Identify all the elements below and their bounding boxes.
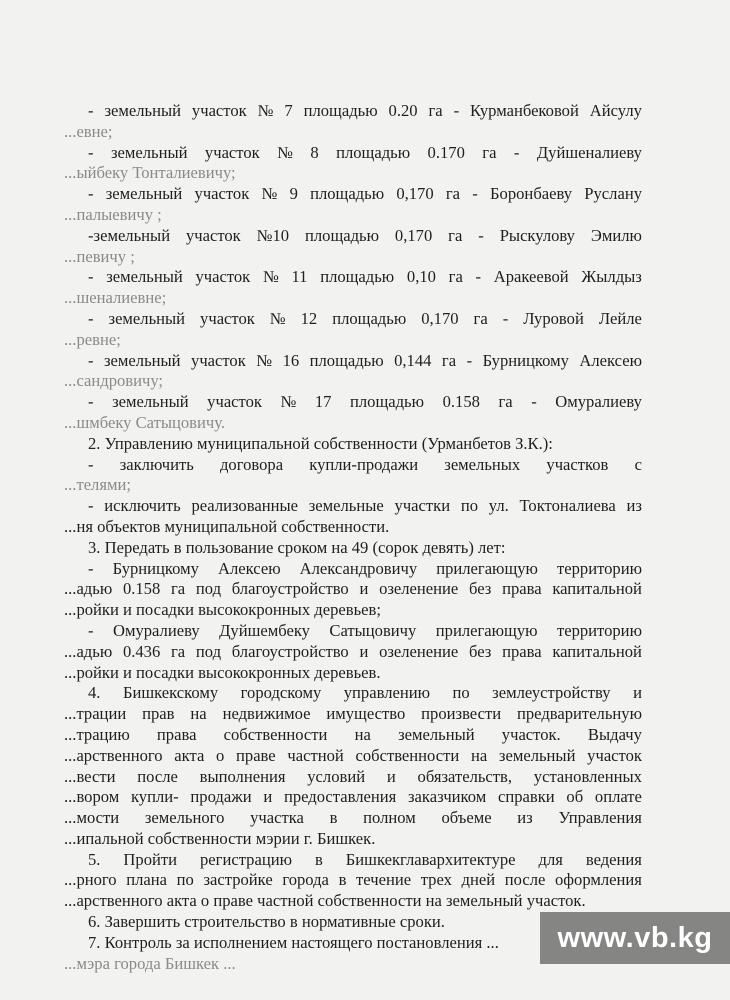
text-line: - Омуралиеву Дуйшембеку Сатыцовичу прилегающую территорию — [88, 620, 642, 640]
text-line: ...вести после выполнения условий и обязательств, установленных — [64, 766, 642, 786]
text-line: ...певичу ; — [64, 246, 135, 266]
text-line: ...сандровичу; — [64, 371, 164, 391]
text-line: ...трации прав на недвижимое имущество произвести предварительную — [64, 704, 642, 724]
text-line: - земельный участок № 11 площадью 0,10 га - Аракеевой Жылдыз — [88, 267, 642, 287]
text-line: 3. Передать в пользование сроком на 49 (сорок девять) лет: — [88, 537, 506, 557]
text-line: - заключить договора купли-продажи земельных участков с — [88, 454, 642, 474]
text-line: ...шмбеку Сатыцовичу. — [64, 412, 226, 432]
text-line: ...ройки и посадки высококронных деревьев. — [64, 662, 381, 682]
text-line: 4. Бишкекскому городскому управлению по землеустройству и — [88, 683, 642, 703]
text-line: - земельный участок № 8 площадью 0.170 га - Дуйшеналиеву — [88, 142, 642, 162]
text-line: ...мости земельного участка в полном объеме из Управления — [64, 808, 642, 828]
text-line: ...евне; — [64, 121, 113, 141]
text-line: ...рного плана по застройке города в течение трех дней после оформления — [64, 870, 642, 890]
text-line: ...адью 0.158 га под благоустройство и озеленение без права капитальной — [64, 579, 642, 599]
text-line: ...вором купли- продажи и предоставления заказчиком справки об оплате — [64, 787, 642, 807]
text-line: ...шеналиевне; — [64, 288, 167, 308]
text-line: 6. Завершить строительство в нормативные сроки. — [88, 912, 445, 932]
text-line: - земельный участок № 12 площадью 0,170 га - Луровой Лейле — [88, 308, 642, 328]
text-line: 2. Управлению муниципальной собственности (Урманбетов З.К.): — [88, 433, 553, 453]
text-line: ...адью 0.436 га под благоустройство и озеленение без права капитальной — [64, 641, 642, 661]
text-line: - земельный участок № 17 площадью 0.158 га - Омуралиеву — [88, 392, 642, 412]
text-line: ...ревне; — [64, 329, 121, 349]
watermark-text: www.vb.kg — [557, 921, 713, 954]
text-line: ...ипальной собственности мэрии г. Бишкек. — [64, 828, 376, 848]
text-line: - Бурницкому Алексею Александровичу прилегающую территорию — [88, 558, 642, 578]
text-line: ...ыйбеку Тонталиевичу; — [64, 163, 236, 183]
text-line: ...палыевичу ; — [64, 204, 162, 224]
text-line: - земельный участок № 7 площадью 0.20 га - Курманбековой Айсулу — [88, 101, 642, 120]
text-line: ...трацию права собственности на земельный участок. Выдачу — [64, 724, 642, 744]
text-line: - земельный участок № 16 площадью 0,144 га - Бурницкому Алексею — [88, 350, 642, 370]
text-line: - земельный участок № 9 площадью 0,170 га - Боронбаеву Руслану — [88, 184, 642, 204]
text-line: ...ня объектов муниципальной собственности. — [64, 516, 390, 536]
text-line: ...мэра города Бишкек ... — [64, 953, 236, 973]
text-line: 7. Контроль за исполнением настоящего постановления ... — [88, 932, 499, 952]
document-body — [64, 101, 642, 974]
text-line: - исключить реализованные земельные участки по ул. Токтоналиева из — [88, 496, 642, 516]
text-line: ...телями; — [64, 475, 131, 495]
text-line: ...ройки и посадки высококронных деревьев; — [64, 600, 381, 620]
text-line: -земельный участок №10 площадью 0,170 га - Рыскулову Эмилю — [88, 225, 642, 245]
text-line: ...арственного акта о праве частной собственности на земельный участок. — [64, 891, 586, 911]
text-line: ...арственного акта о праве частной собственности на земельный участок — [64, 745, 642, 765]
text-line: 5. Пройти регистрацию в Бишкекглавархитектуре для ведения — [88, 849, 642, 869]
site-watermark — [540, 912, 730, 964]
